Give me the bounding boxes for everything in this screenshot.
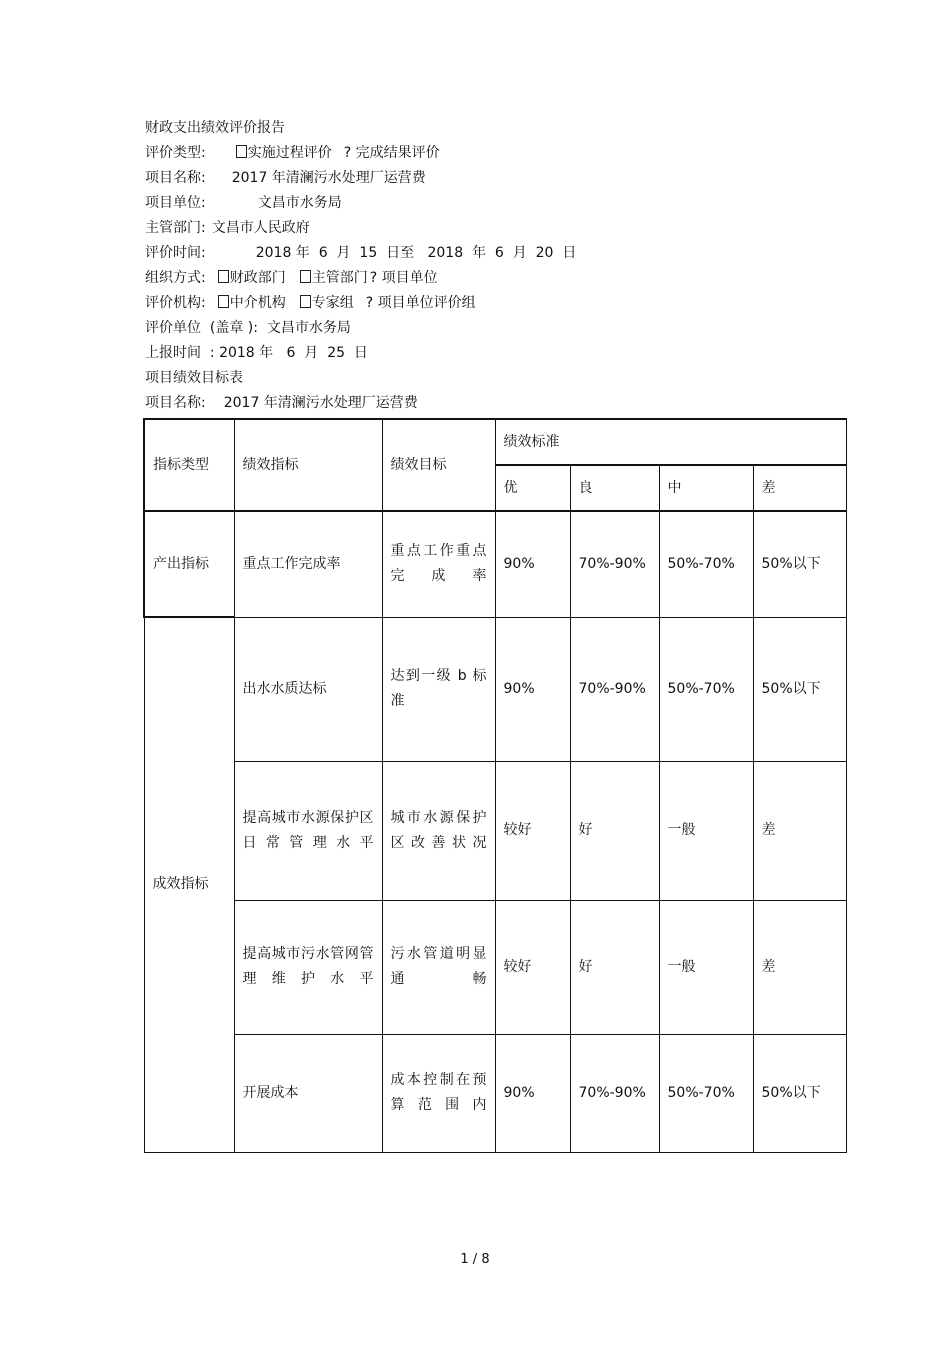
eval-type-opt1: 实施过程评价 [247, 145, 332, 161]
checkbox-icon[interactable] [300, 270, 311, 283]
row-excellent: 90% [495, 617, 570, 761]
project-unit-value: 文昌市水务局 [257, 195, 342, 211]
row-excellent: 较好 [495, 900, 570, 1034]
table-project-line [145, 393, 418, 413]
row-medium: 50%-70% [659, 511, 753, 617]
row-excellent: 90% [495, 511, 570, 617]
project-name-label: 项目名称: [145, 170, 206, 186]
row-target: 重点工作重点完成率 [382, 511, 495, 617]
header-good: 良 [570, 465, 659, 511]
row-excellent: 90% [495, 1034, 570, 1152]
project-name-line [145, 168, 426, 188]
row-type: 成效指标 [144, 617, 234, 1152]
report-time-line [145, 343, 368, 363]
table-project-label: 项目名称: [145, 395, 206, 411]
row-good: 好 [570, 900, 659, 1034]
row-poor: 50%以下 [753, 1034, 846, 1152]
row-poor: 差 [753, 761, 846, 900]
table-title-text: 项目绩效目标表 [145, 370, 243, 386]
eval-time-value: 2018 年 6 月 15 日至 2018 年 6 月 20 日 [255, 245, 577, 261]
eval-unit-text: 评价单位 (盖章 ): 文昌市水务局 [145, 320, 351, 336]
table-row [144, 761, 846, 900]
report-time-text: 上报时间 : 2018 年 6 月 25 日 [145, 345, 368, 361]
header-type: 指标类型 [144, 419, 234, 511]
eval-time-label: 评价时间: [145, 245, 206, 261]
eval-unit-line [145, 318, 351, 338]
table-title [145, 368, 243, 388]
row-target: 达到一级 b 标准 [382, 617, 495, 761]
org-label: 组织方式: [145, 270, 206, 286]
row-good: 70%-90% [570, 1034, 659, 1152]
header-standard: 绩效标准 [495, 419, 846, 465]
eval-time-line [145, 243, 576, 263]
row-indicator: 提高城市水源保护区日常管理水平 [234, 761, 382, 900]
header-medium: 中 [659, 465, 753, 511]
agency-opt1: 中介机构 [229, 295, 286, 311]
checkbox-icon[interactable] [236, 145, 247, 158]
row-medium: 一般 [659, 761, 753, 900]
report-title-text: 财政支出绩效评价报告 [145, 120, 285, 136]
agency-opt3: ? 项目单位评价组 [365, 295, 476, 311]
header-indicator: 绩效指标 [234, 419, 382, 511]
dept-value: 文昌市人民政府 [211, 220, 310, 236]
row-indicator: 出水水质达标 [234, 617, 382, 761]
row-poor: 50%以下 [753, 617, 846, 761]
report-title [145, 118, 285, 138]
page-number: 1 / 8 [460, 1252, 490, 1267]
checkbox-icon[interactable] [218, 270, 229, 283]
eval-type-label: 评价类型: [145, 145, 206, 161]
agency-line [145, 293, 476, 313]
agency-opt2: 专家组 [311, 295, 354, 311]
header-poor: 差 [753, 465, 846, 511]
performance-table [143, 418, 847, 1153]
eval-type-opt2: ? 完成结果评价 [343, 145, 440, 161]
row-target: 污水管道明显通畅 [382, 900, 495, 1034]
agency-label: 评价机构: [145, 295, 206, 311]
row-poor: 差 [753, 900, 846, 1034]
row-indicator: 提高城市污水管网管理维护水平 [234, 900, 382, 1034]
row-excellent: 较好 [495, 761, 570, 900]
checkbox-icon[interactable] [218, 295, 229, 308]
dept-label: 主管部门: [145, 220, 206, 236]
dept-line [145, 218, 310, 238]
row-indicator: 开展成本 [234, 1034, 382, 1152]
eval-type-line [145, 143, 440, 163]
org-opt2: 主管部门 [311, 270, 368, 286]
table-header-row [144, 419, 846, 465]
org-line [145, 268, 438, 288]
row-indicator: 重点工作完成率 [234, 511, 382, 617]
table-row [144, 900, 846, 1034]
org-opt1: 财政部门 [229, 270, 286, 286]
row-type: 产出指标 [144, 511, 234, 617]
project-unit-label: 项目单位: [145, 195, 206, 211]
row-good: 70%-90% [570, 511, 659, 617]
row-medium: 一般 [659, 900, 753, 1034]
table-row [144, 1034, 846, 1152]
row-good: 70%-90% [570, 617, 659, 761]
header-target: 绩效目标 [382, 419, 495, 511]
row-poor: 50%以下 [753, 511, 846, 617]
header-excellent: 优 [495, 465, 570, 511]
row-target: 城市水源保护区改善状况 [382, 761, 495, 900]
table-row [144, 617, 846, 761]
row-medium: 50%-70% [659, 617, 753, 761]
project-unit-line [145, 193, 342, 213]
table-row [144, 511, 846, 617]
org-opt3: ? 项目单位 [369, 270, 438, 286]
project-name-value: 2017 年清澜污水处理厂运营费 [231, 170, 426, 186]
row-good: 好 [570, 761, 659, 900]
table-project-value: 2017 年清澜污水处理厂运营费 [223, 395, 418, 411]
checkbox-icon[interactable] [300, 295, 311, 308]
row-medium: 50%-70% [659, 1034, 753, 1152]
row-target: 成本控制在预算范围内 [382, 1034, 495, 1152]
